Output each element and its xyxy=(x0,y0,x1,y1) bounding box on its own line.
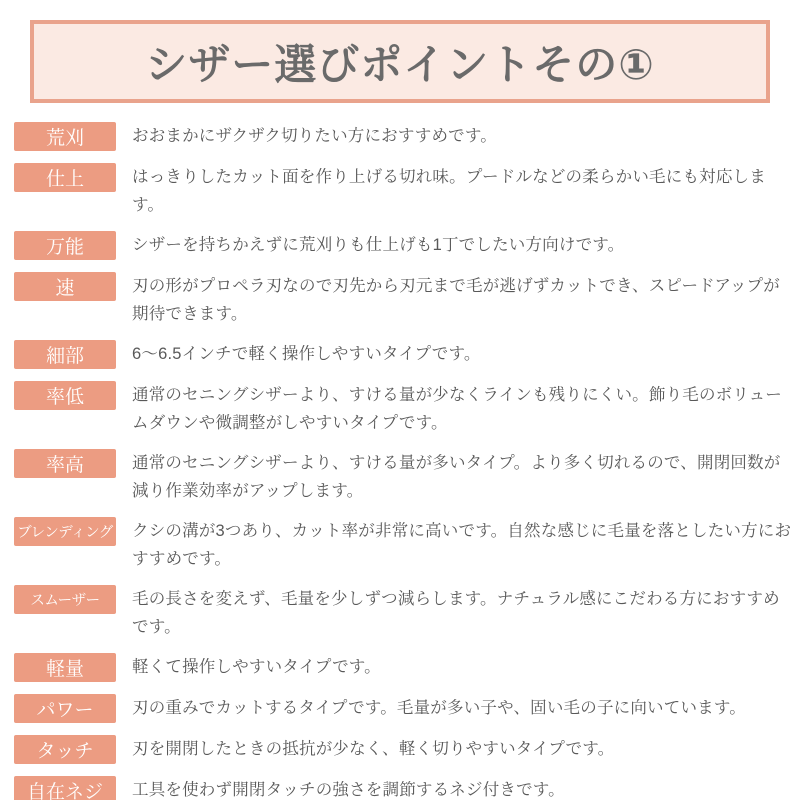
point-description: 毛の長さを変えず、毛量を少しずつ減らします。ナチュラル感にこだわる方におすすめです。 xyxy=(132,590,780,636)
point-row xyxy=(14,653,792,682)
point-row xyxy=(14,340,792,369)
point-row xyxy=(14,585,792,641)
points-list xyxy=(0,122,800,800)
point-label-badge: 軽量 xyxy=(14,653,116,682)
point-description: 通常のセニングシザーより、すける量が少なくラインも残りにくい。飾り毛のボリュームダウンや微調整がしやすいタイプです。 xyxy=(132,386,782,432)
point-row xyxy=(14,517,792,573)
point-description: はっきりしたカット面を作り上げる切れ味。プードルなどの柔らかい毛にも対応します。 xyxy=(132,168,766,214)
point-label-badge: 速 xyxy=(14,272,116,301)
point-row xyxy=(14,272,792,328)
point-description: 通常のセニングシザーより、すける量が多いタイプ。より多く切れるので、開閉回数が減り作業効率がアップします。 xyxy=(132,454,781,500)
point-row xyxy=(14,231,792,260)
point-description: 軽くて操作しやすいタイプです。 xyxy=(132,658,381,676)
point-row xyxy=(14,381,792,437)
page-title: シザー選びポイントその① xyxy=(145,40,655,88)
point-description: 刃の形がプロペラ刃なので刃先から刃元まで毛が逃げずカットでき、スピードアップが期待できます。 xyxy=(132,277,780,323)
point-label-badge: 率高 xyxy=(14,449,116,478)
page-title-banner xyxy=(30,20,770,103)
point-description: 刃の重みでカットするタイプです。毛量が多い子や、固い毛の子に向いています。 xyxy=(132,699,746,717)
point-description: 工具を使わず開閉タッチの強さを調節するネジ付きです。 xyxy=(132,781,565,799)
point-label-badge: パワー xyxy=(14,694,116,723)
point-row xyxy=(14,122,792,151)
point-description: 刃を開閉したときの抵抗が少なく、軽く切りやすいタイプです。 xyxy=(132,740,615,758)
point-row xyxy=(14,163,792,219)
point-label-badge: ブレンディング xyxy=(14,517,116,546)
point-label-badge: タッチ xyxy=(14,735,116,764)
point-description: クシの溝が3つあり、カット率が非常に高いです。自然な感じに毛量を落としたい方におすすめです。 xyxy=(132,522,792,568)
point-label-badge: 荒刈 xyxy=(14,122,116,151)
point-row xyxy=(14,776,792,800)
point-label-badge: 万能 xyxy=(14,231,116,260)
point-label-badge: 自在ネジ xyxy=(14,776,116,800)
point-label-badge: 仕上 xyxy=(14,163,116,192)
point-row xyxy=(14,449,792,505)
point-row xyxy=(14,735,792,764)
point-description: おおまかにザクザク切りたい方におすすめです。 xyxy=(132,127,497,145)
point-label-badge: 率低 xyxy=(14,381,116,410)
point-label-badge: 細部 xyxy=(14,340,116,369)
point-row xyxy=(14,694,792,723)
point-description: 6〜6.5インチで軽く操作しやすいタイプです。 xyxy=(132,345,481,363)
point-label-badge: スムーザー xyxy=(14,585,116,614)
point-description: シザーを持ちかえずに荒刈りも仕上げも1丁でしたい方向けです。 xyxy=(132,236,625,254)
